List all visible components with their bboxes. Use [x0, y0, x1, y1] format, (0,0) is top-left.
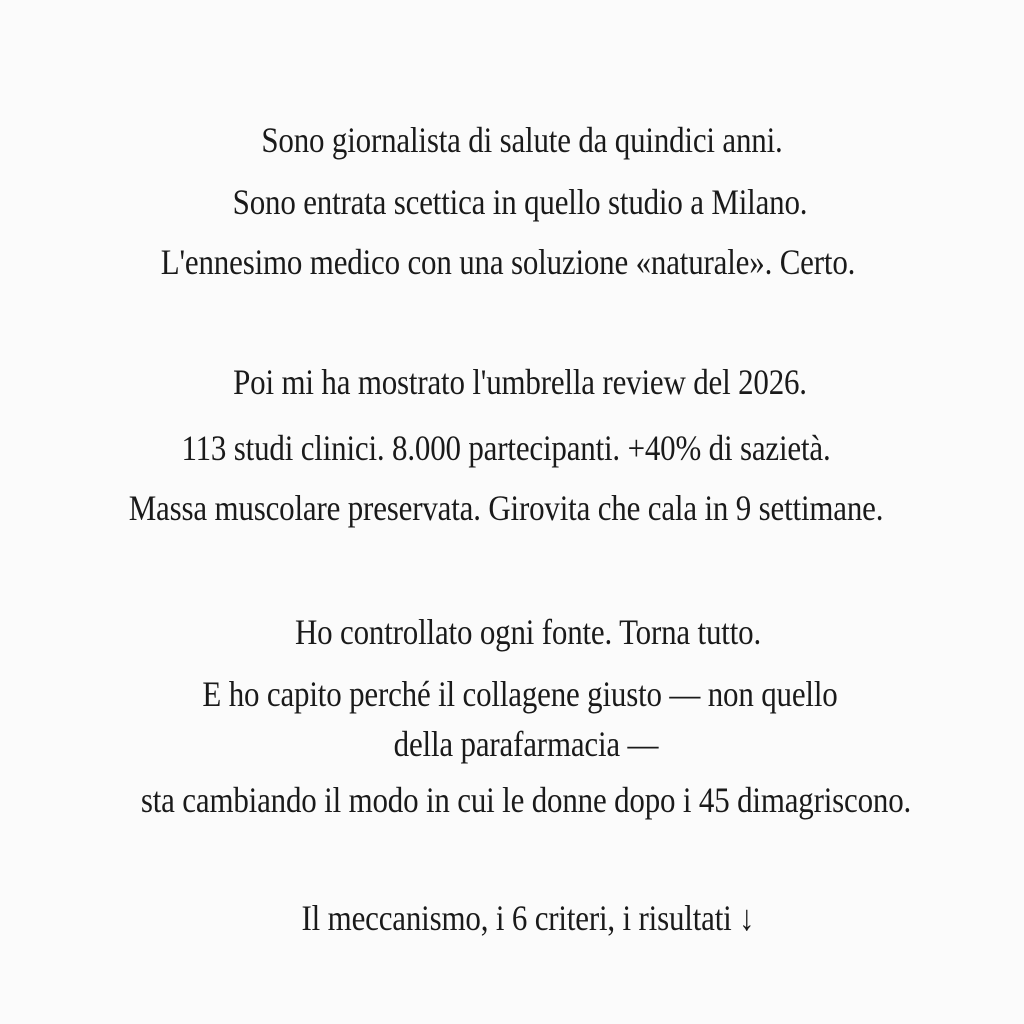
- call-to-action-line: Il meccanismo, i 6 criteri, i risultati ↓: [301, 898, 755, 938]
- paragraph-2-line-1: Poi mi ha mostrato l'umbrella review del 2026.: [233, 362, 807, 402]
- paragraph-1-line-1: Sono giornalista di salute da quindici anni.: [261, 120, 783, 160]
- paragraph-1-line-3: L'ennesimo medico con una soluzione «naturale». Certo.: [160, 242, 856, 282]
- paragraph-3-line-4: sta cambiando il modo in cui le donne dopo i 45 dimagriscono.: [140, 780, 912, 820]
- paragraph-1-line-2: Sono entrata scettica in quello studio a Milano.: [232, 182, 808, 222]
- paragraph-3-line-1: Ho controllato ogni fonte. Torna tutto.: [294, 612, 762, 652]
- paragraph-3-line-2: E ho capito perché il collagene giusto — non quello: [202, 674, 838, 714]
- paragraph-2-line-2: 113 studi clinici. 8.000 partecipanti. +40% di sazietà.: [181, 428, 831, 468]
- paragraph-3-line-3: della parafarmacia —: [393, 724, 659, 764]
- paragraph-2-line-3: Massa muscolare preservata. Girovita che cala in 9 settimane.: [128, 488, 884, 528]
